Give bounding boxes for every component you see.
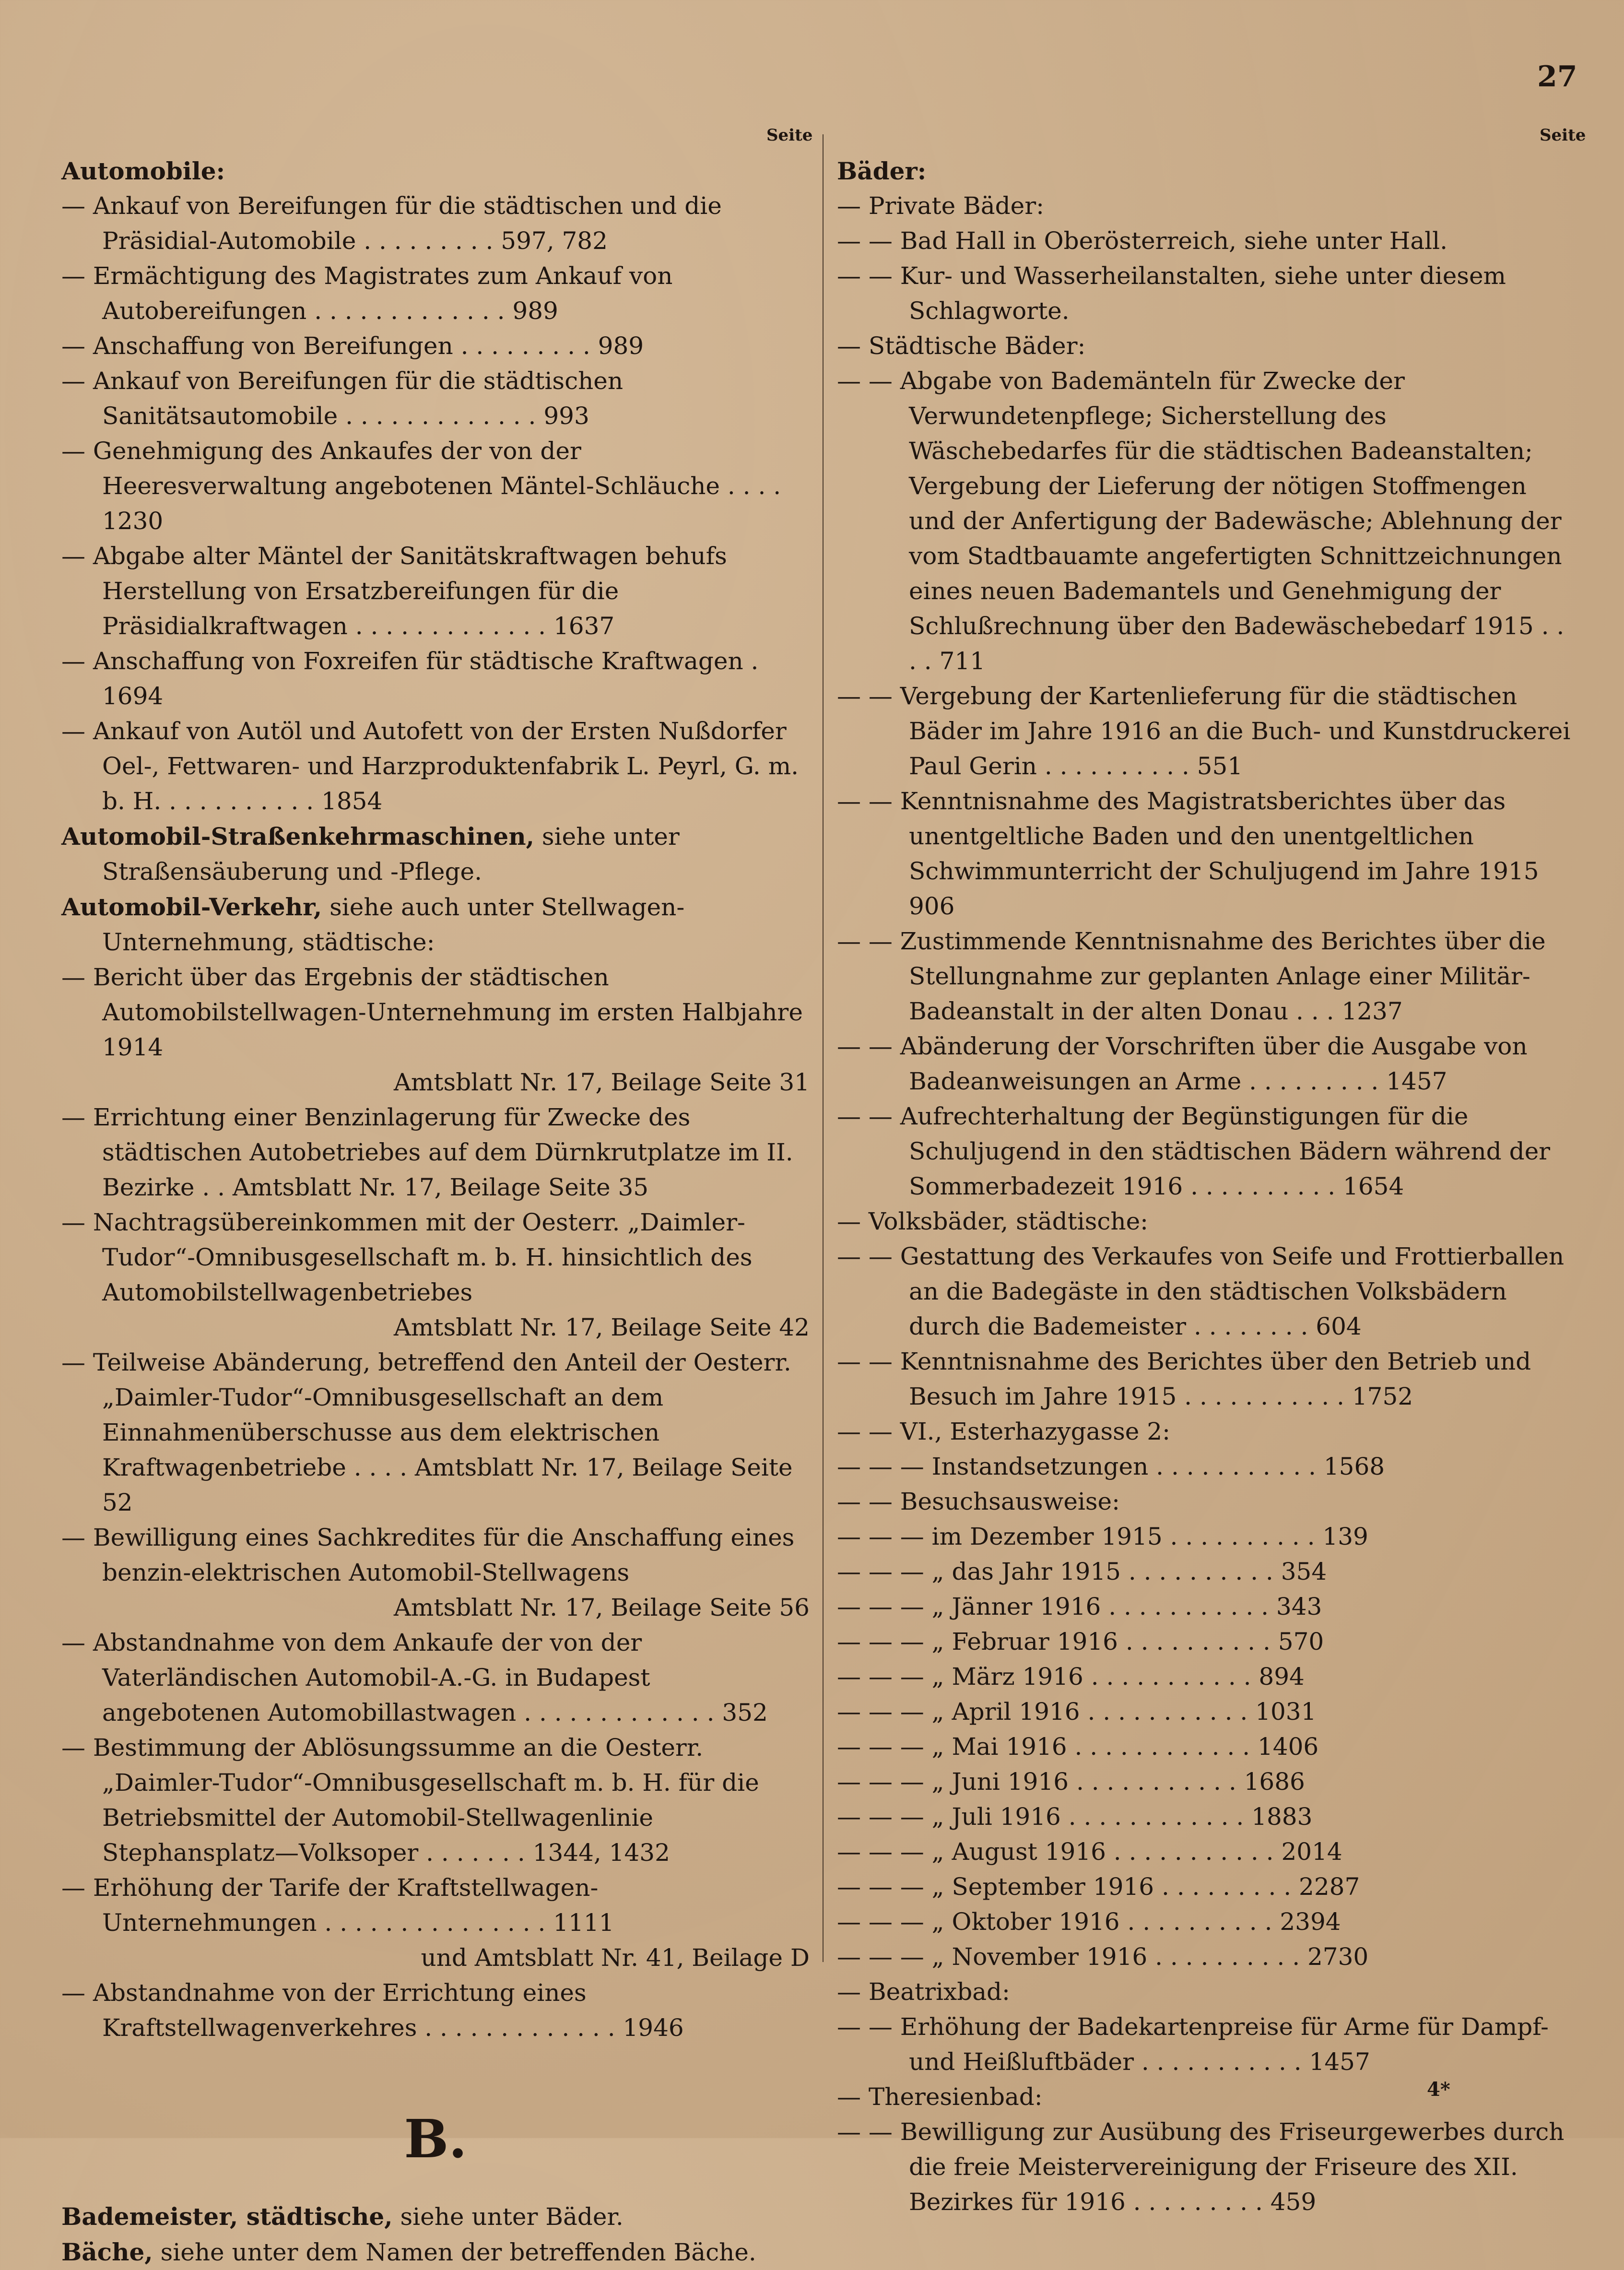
index-entry: — — Kenntnisnahme des Berichtes über den Betrieb und Besuch im Jahre 1915 . . . . . . . . . . . 1752 <box>837 1348 1531 1410</box>
left-column <box>61 154 810 2270</box>
index-entry: — — — „ das Jahr 1915 . . . . . . . . . . 354 <box>837 1558 1327 1585</box>
index-entry: — — Erhöhung der Badekartenpreise für Arme für Dampf- und Heißluftbäder . . . . . . . . . . . 1457 <box>837 2013 1549 2076</box>
index-entry: — — — „ August 1916 . . . . . . . . . . . 2014 <box>837 1838 1342 1866</box>
entry-head: Automobil-Verkehr, <box>61 893 322 921</box>
index-entry: — — Besuchsausweise: <box>837 1488 1120 1515</box>
index-entry: — — — „ Oktober 1916 . . . . . . . . . . 2394 <box>837 1908 1341 1936</box>
entry-head: Bäche, <box>61 2238 153 2266</box>
index-entry: — — Zustimmende Kenntnisnahme des Berichtes über die Stellungnahme zur geplanten Anlage einer Militär-Badeanstalt in der alten Donau . . . 1237 <box>837 927 1546 1025</box>
entry-text: siehe unter dem Namen der betreffenden Bäche. <box>153 2238 756 2266</box>
index-entry: — Ankauf von Autöl und Autofett von der Ersten Nußdorfer Oel-, Fettwaren- und Harzproduktenfabrik L. Peyrl, G. m. b. H. . . . . . . . . . . 1854 <box>61 717 799 815</box>
index-entry: — Ankauf von Bereifungen für die städtischen und die Präsidial-Automobile . . . . . . . . . 597, 782 <box>61 192 722 255</box>
index-entry: — Abgabe alter Mäntel der Sanitätskraftwagen behufs Herstellung von Ersatzbereifungen für die Präsidialkraftwagen . . . . . . . . . . . . . 1637 <box>61 542 727 640</box>
index-entry <box>61 1205 810 1345</box>
index-entry: — Theresienbad: <box>837 2083 1043 2111</box>
index-entry <box>61 2235 810 2270</box>
heading-text: Automobile: <box>61 157 225 185</box>
index-entry <box>61 1870 810 1975</box>
index-entry: — Anschaffung von Foxreifen für städtische Kraftwagen . 1694 <box>61 647 759 710</box>
index-entry: — Ermächtigung des Magistrates zum Ankauf von Autobereifungen . . . . . . . . . . . . . 989 <box>61 262 673 325</box>
entry-head: Bademeister, städtische, <box>61 2202 393 2231</box>
index-entry: — Städtische Bäder: <box>837 332 1086 360</box>
index-entry <box>61 819 810 889</box>
index-entry: — — — „ November 1916 . . . . . . . . . . 2730 <box>837 1943 1369 1971</box>
index-entry: — Volksbäder, städtische: <box>837 1207 1149 1235</box>
index-entry <box>61 960 810 1100</box>
index-entry: — Bestimmung der Ablösungssumme an die Oesterr. „Daimler-Tudor“-Omnibusgesellschaft m. b. H. für die Betriebsmittel der Automobil-Stellwagenlinie Stephansplatz—Volksoper . . . . . . . 1344, 1432 <box>61 1734 759 1867</box>
entry-text: siehe unter Straßensäuberung und -Pflege. <box>102 823 680 886</box>
entry-reference: und Amtsblatt Nr. 41, Beilage D <box>421 1944 810 1972</box>
seite-label-right: Seite <box>1540 126 1586 145</box>
index-entry: — Ankauf von Bereifungen für die städtischen Sanitätsautomobile . . . . . . . . . . . . . 993 <box>61 367 624 430</box>
index-entry: — Beatrixbad: <box>837 1978 1010 2006</box>
index-entry: — — — Instandsetzungen . . . . . . . . . . . 1568 <box>837 1453 1385 1480</box>
entry-text: — Nachtragsübereinkommen mit der Oesterr. „Daimler-Tudor“-Omnibusgesellschaft m. b. H. hinsichtlich des Automobilstellwagenbetriebes <box>61 1208 753 1306</box>
index-entry: — Abstandnahme von der Errichtung eines Kraftstellwagenverkehres . . . . . . . . . . . . . 1946 <box>61 1979 684 2042</box>
index-entry: — — Vergebung der Kartenlieferung für die städtischen Bäder im Jahre 1916 an die Buch- und Kunstdruckerei Paul Gerin . . . . . . . . . . 551 <box>837 682 1571 780</box>
index-entry: — Private Bäder: <box>837 192 1044 220</box>
entry-text: siehe auch unter Stellwagen-Unternehmung, städtische: <box>102 893 685 956</box>
heading-text: Bäder: <box>837 157 927 185</box>
index-entry: — — Bad Hall in Oberösterreich, siehe unter Hall. <box>837 227 1448 255</box>
index-entry: — — — „ Jänner 1916 . . . . . . . . . . . 343 <box>837 1593 1322 1620</box>
index-entry: — Anschaffung von Bereifungen . . . . . . . . . 989 <box>61 332 644 360</box>
index-entry: — — — „ April 1916 . . . . . . . . . . . 1031 <box>837 1698 1317 1726</box>
entry-reference: Amtsblatt Nr. 17, Beilage Seite 56 <box>393 1594 810 1621</box>
index-entry: — — Abänderung der Vorschriften über die Ausgabe von Badeanweisungen an Arme . . . . . . . . . 1457 <box>837 1032 1528 1095</box>
index-entry: — — — „ Juli 1916 . . . . . . . . . . . . 1883 <box>837 1803 1313 1831</box>
entry-reference: Amtsblatt Nr. 17, Beilage Seite 31 <box>393 1068 810 1096</box>
seite-label-left: Seite <box>766 126 813 145</box>
index-entry: — Genehmigung des Ankaufes der von der Heeresverwaltung angebotenen Mäntel-Schläuche . . . . 1230 <box>61 437 781 535</box>
column-divider <box>823 134 824 1962</box>
index-entry: — — Abgabe von Bademänteln für Zwecke der Verwundetenpflege; Sicherstellung des Wäschebedarfes für die städtischen Badeanstalten; Vergebung der Lieferung der nötigen Stoffmengen und der Anfertigung der Badewäsche; Ablehnung der vom Stadtbauamte angefertigten Schnittzeichnungen eines neuen Bademantels und Genehmigung der Schlußrechnung über den Badewäschebedarf 1915 . . . . 711 <box>837 367 1565 675</box>
entry-text: — Erhöhung der Tarife der Kraftstellwagen-Unternehmungen . . . . . . . . . . . . . . . 1111 <box>61 1874 614 1937</box>
index-entry: — — — „ Juni 1916 . . . . . . . . . . . 1686 <box>837 1768 1305 1796</box>
right-column <box>837 154 1579 2220</box>
index-entry: — — — „ Mai 1916 . . . . . . . . . . . . 1406 <box>837 1733 1319 1761</box>
printer-signature: 4* <box>1427 2078 1450 2101</box>
index-entry: — — — „ Februar 1916 . . . . . . . . . . 570 <box>837 1628 1324 1655</box>
index-entry <box>61 1520 810 1625</box>
page-number: 27 <box>1537 60 1577 94</box>
index-entry: — — — im Dezember 1915 . . . . . . . . . . 139 <box>837 1523 1368 1550</box>
index-entry <box>61 2199 810 2235</box>
index-entry: — Abstandnahme von dem Ankaufe der von der Vaterländischen Automobil-A.-G. in Budapest angebotenen Automobillastwagen . . . . . . . . . . . . . 352 <box>61 1629 768 1726</box>
index-entry: — — Bewilligung zur Ausübung des Friseurgewerbes durch die freie Meistervereinigung der Friseure des XII. Bezirkes für 1916 . . . . . . . . . 459 <box>837 2118 1565 2216</box>
index-entry: — — VI., Esterhazygasse 2: <box>837 1418 1170 1445</box>
index-heading <box>837 154 1579 189</box>
section-letter: B. <box>404 2108 467 2170</box>
entry-text: siehe unter Bäder. <box>392 2203 624 2231</box>
index-entry: — Teilweise Abänderung, betreffend den Anteil der Oesterr. „Daimler-Tudor“-Omnibusgesellschaft an dem Einnahmenüberschusse aus dem elektrischen Kraftwagenbetriebe . . . . Amtsblatt Nr. 17, Beilage Seite 52 <box>61 1348 793 1516</box>
entry-text: — Bericht über das Ergebnis der städtischen Automobilstellwagen-Unternehmung im ersten Halbjahre 1914 <box>61 963 803 1061</box>
index-entry <box>61 889 810 960</box>
index-entry: — — — „ März 1916 . . . . . . . . . . . 894 <box>837 1663 1305 1691</box>
entry-reference: Amtsblatt Nr. 17, Beilage Seite 42 <box>393 1313 810 1341</box>
index-entry: — — Gestattung des Verkaufes von Seife und Frottierballen an die Badegäste in den städtischen Volksbädern durch die Bademeister . . . . . . . . 604 <box>837 1242 1565 1340</box>
index-entry: — — Kenntnisnahme des Magistratsberichtes über das unentgeltliche Baden und den unentgeltlichen Schwimmunterricht der Schuljugend im Jahre 1915 906 <box>837 787 1539 920</box>
entry-head: Automobil-Straßenkehrmaschinen, <box>61 822 534 851</box>
entry-text: — Bewilligung eines Sachkredites für die Anschaffung eines benzin-elektrischen Automobil-Stellwagens <box>61 1524 795 1586</box>
index-entry: — — Aufrechterhaltung der Begünstigungen für die Schuljugend in den städtischen Bädern während der Sommerbadezeit 1916 . . . . . . . . . . 1654 <box>837 1102 1551 1200</box>
index-entry: — Errichtung einer Benzinlagerung für Zwecke des städtischen Autobetriebes auf dem Dürnkrutplatze im II. Bezirke . . Amtsblatt Nr. 17, Beilage Seite 35 <box>61 1103 793 1201</box>
index-heading <box>61 154 810 189</box>
index-entry: — — — „ September 1916 . . . . . . . . . 2287 <box>837 1873 1360 1901</box>
index-entry: — — Kur- und Wasserheilanstalten, siehe unter diesem Schlagworte. <box>837 262 1506 325</box>
